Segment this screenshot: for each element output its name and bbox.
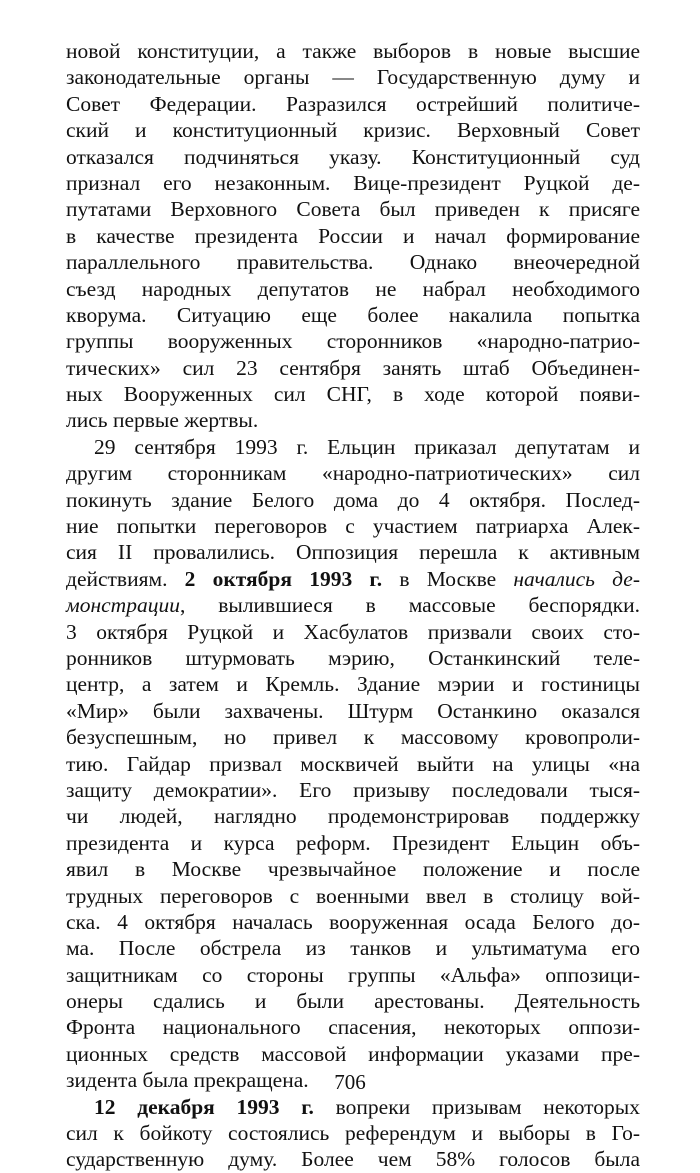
text-run: в качестве президента России и начал формирование	[66, 223, 640, 248]
text-run: ронников штурмовать мэрию, Останкинский теле-	[66, 645, 640, 670]
text-line	[66, 830, 640, 856]
text-run: тию. Гайдар призвал москвичей выйти на улицы «на	[66, 751, 640, 776]
text-line	[66, 909, 640, 935]
text-line	[66, 1120, 640, 1146]
text-line	[66, 381, 640, 407]
text-run: в Москве	[382, 566, 514, 591]
text-line	[66, 487, 640, 513]
text-line	[66, 328, 640, 354]
text-run: путатами Верховного Совета был приведен к присяге	[66, 197, 640, 222]
text-run: онеры сдались и были арестованы. Деятельность	[66, 989, 640, 1014]
text-line	[66, 407, 640, 433]
text-line	[66, 988, 640, 1014]
text-run: покинуть здание Белого дома до 4 октября. Послед-	[66, 487, 640, 512]
text-line	[66, 751, 640, 777]
text-line	[66, 1014, 640, 1040]
text-line	[66, 777, 640, 803]
text-line	[66, 592, 640, 618]
text-line	[66, 144, 640, 170]
text-run: параллельного правительства. Однако внеочередной	[66, 250, 640, 275]
text-run: чи людей, наглядно продемонстрировав поддержку	[66, 804, 640, 829]
text-line	[66, 671, 640, 697]
text-run: лись первые жертвы.	[66, 408, 259, 433]
text-run: Совет Федерации. Разразился острейший политиче-	[66, 91, 640, 116]
text-run: трудных переговоров с военными ввел в столицу вой-	[66, 883, 640, 908]
text-line	[66, 460, 640, 486]
text-line	[66, 249, 640, 275]
text-line	[66, 883, 640, 909]
text-run: съезд народных депутатов не набрал необходимого	[66, 276, 640, 301]
text-run: кворума. Ситуацию еще более накалила попытка	[66, 302, 640, 327]
text-line	[66, 619, 640, 645]
text-run: 29 сентября 1993 г. Ельцин приказал депутатам и	[94, 434, 640, 459]
text-run: вопреки призывам некоторых	[313, 1094, 640, 1119]
text-run: , вылившиеся в массовые беспорядки.	[179, 593, 640, 618]
text-line	[66, 935, 640, 961]
text-run: зидента была прекращена.	[66, 1068, 309, 1093]
text-line	[66, 302, 640, 328]
text-line	[66, 196, 640, 222]
text-run: ние попытки переговоров с участием патриарха Алек-	[66, 514, 640, 539]
text-run: безуспешным, но привел к массовому кровопроли-	[66, 725, 640, 750]
text-run: «Мир» были захвачены. Штурм Останкино оказался	[66, 698, 640, 723]
bold-date: 12 декабря 1993 г.	[94, 1094, 314, 1119]
text-line	[66, 38, 640, 64]
text-run: 3 октября Руцкой и Хасбулатов призвали своих сто-	[66, 619, 640, 644]
text-run: защиту демократии». Его призыву последовали тыся-	[66, 777, 640, 802]
text-line	[66, 1094, 640, 1120]
text-run: другим сторонникам «народно-патриотических» сил	[66, 461, 640, 486]
text-line	[66, 434, 640, 460]
text-run: ционных средств массовой информации указами пре-	[66, 1041, 640, 1066]
text-run: сударственную думу. Более чем 58% голосов была	[66, 1147, 640, 1172]
text-line	[66, 91, 640, 117]
text-run: ска. 4 октября началась вооруженная осада Белого до-	[66, 909, 640, 934]
text-run: Фронта национального спасения, некоторых оппози-	[66, 1015, 640, 1040]
text-line	[66, 724, 640, 750]
text-line	[66, 355, 640, 381]
text-run: центр, а затем и Кремль. Здание мэрии и гостиницы	[66, 672, 640, 697]
text-line	[66, 513, 640, 539]
text-run: сия II провалились. Оппозиция перешла к активным	[66, 540, 640, 565]
italic-phrase: монстрации	[66, 593, 180, 618]
text-run: президента и курса реформ. Президент Ельцин объ-	[66, 830, 640, 855]
text-line	[66, 856, 640, 882]
italic-phrase: начались де-	[513, 566, 640, 591]
text-run: ных Вооруженных сил СНГ, в ходе которой появи-	[66, 382, 640, 407]
text-run: отказался подчиняться указу. Конституционный суд	[66, 144, 640, 169]
text-run: защитникам со стороны группы «Альфа» оппозици-	[66, 962, 640, 987]
text-line	[66, 170, 640, 196]
text-line	[66, 223, 640, 249]
text-line	[66, 1146, 640, 1172]
text-line	[66, 64, 640, 90]
body-text	[66, 38, 640, 1173]
text-run: тических» сил 23 сентября занять штаб Объединен-	[66, 355, 640, 380]
page-number: 706	[334, 1070, 366, 1094]
text-line	[66, 698, 640, 724]
text-line	[66, 645, 640, 671]
text-run: явил в Москве чрезвычайное положение и после	[66, 857, 640, 882]
text-line	[66, 566, 640, 592]
text-run: признал его незаконным. Вице-президент Руцкой де-	[66, 170, 640, 195]
text-run: действиям.	[66, 566, 185, 591]
text-run: ский и конституционный кризис. Верховный Совет	[66, 118, 640, 143]
text-line	[66, 117, 640, 143]
text-run: законодательные органы — Государственную думу и	[66, 65, 640, 90]
bold-date: 2 октября 1993 г.	[184, 566, 383, 591]
text-run: сил к бойкоту состоялись референдум и выборы в Го-	[66, 1121, 640, 1146]
text-line	[66, 539, 640, 565]
text-run: новой конституции, а также выборов в новые высшие	[66, 39, 640, 63]
text-run: группы вооруженных сторонников «народно-патрио-	[66, 329, 640, 354]
text-line	[66, 276, 640, 302]
text-line	[66, 803, 640, 829]
text-line	[66, 962, 640, 988]
text-line	[66, 1041, 640, 1067]
text-run: ма. После обстрела из танков и ультиматума его	[66, 936, 640, 961]
